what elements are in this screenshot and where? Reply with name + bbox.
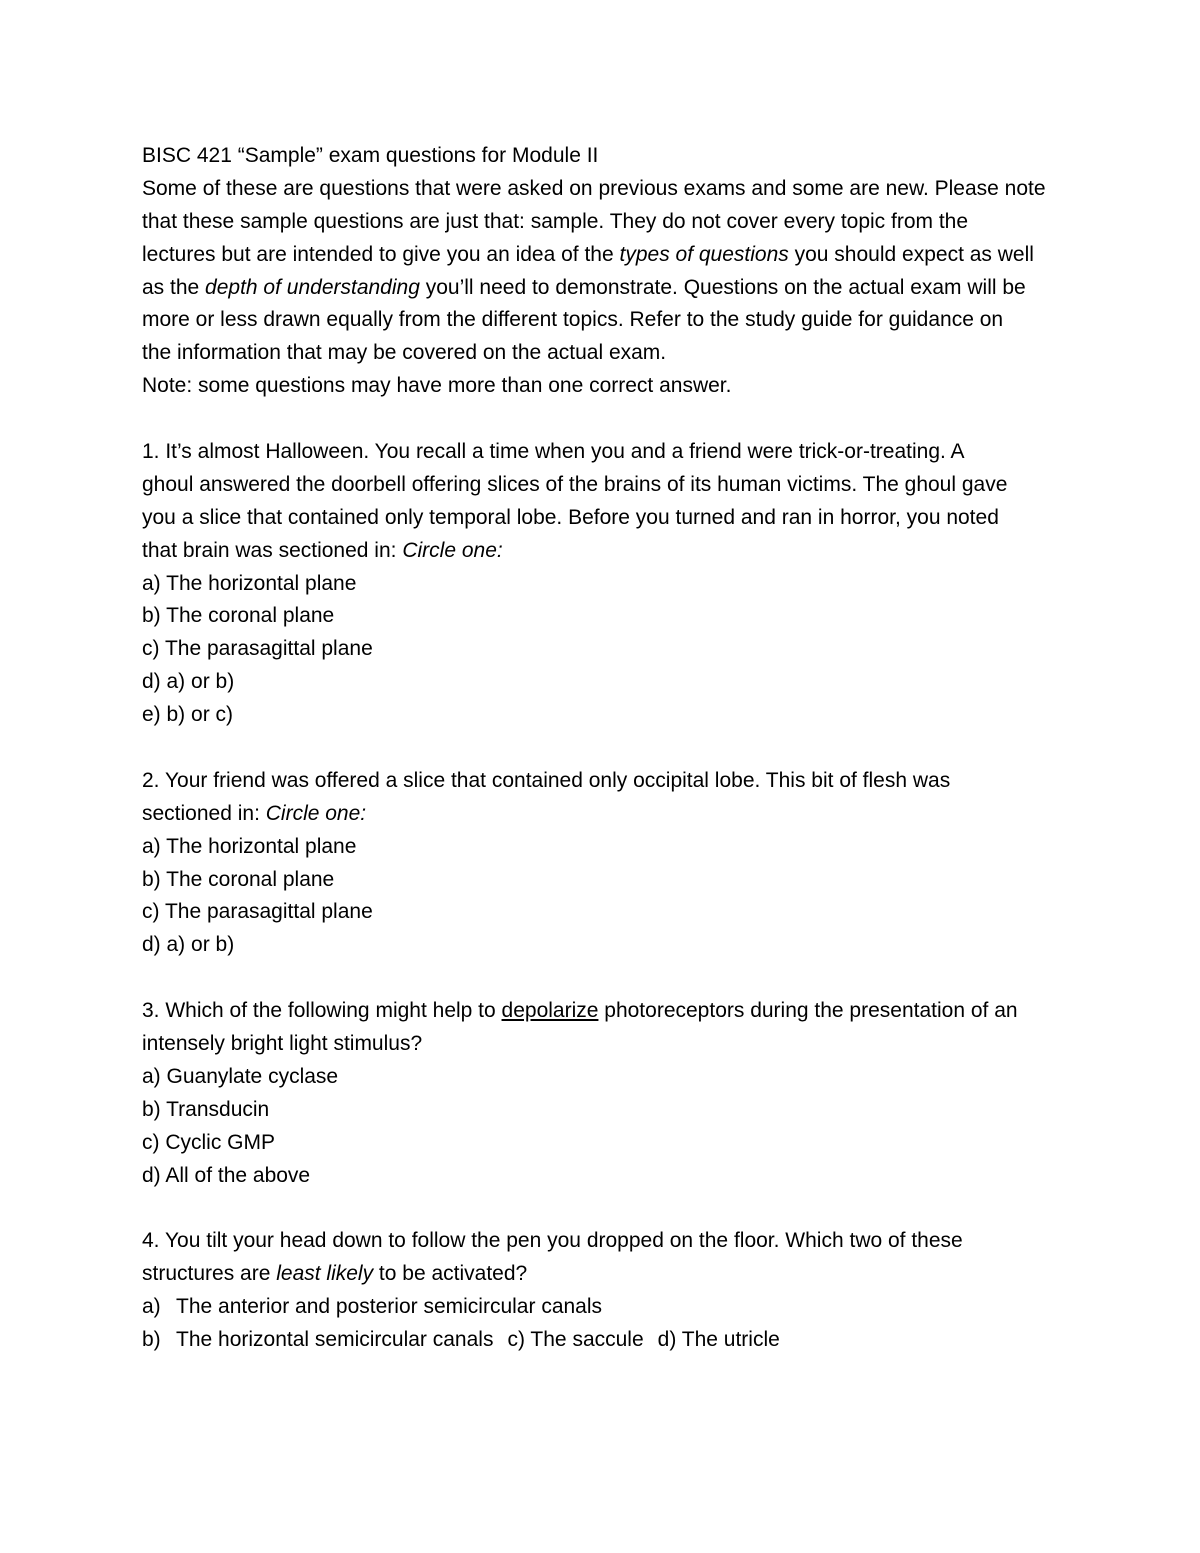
question-1-line-3: you a slice that contained only temporal lobe. Before you turned and ran in horror, you noted	[142, 505, 999, 529]
question-3-option-a: a) Guanylate cyclase	[142, 1064, 339, 1088]
circle-one-instruction: Circle one:	[265, 801, 367, 825]
emphasis-depth-of-understanding: depth of understanding	[205, 275, 420, 299]
question-4-line-1: 4. You tilt your head down to follow the pen you dropped on the floor. Which two of these	[142, 1229, 963, 1253]
question-1-line-2: ghoul answered the doorbell offering slices of the brains of its human victims. The ghoul gave	[142, 472, 1008, 496]
question-3-option-c: c) Cyclic GMP	[142, 1130, 275, 1154]
question-1	[142, 436, 1072, 732]
intro-line-5: more or less drawn equally from the different topics. Refer to the study guide for guidance on	[142, 308, 1004, 332]
circle-one-instruction: Circle one:	[402, 538, 503, 562]
question-3-option-d: d) All of the above	[142, 1163, 311, 1187]
question-4-option-c: c) The saccule	[507, 1328, 644, 1352]
question-1-option-c: c) The parasagittal plane	[142, 637, 373, 661]
question-4-option-b-c-d: b) The horizontal semicircular canals c) The saccule d) The utricle	[142, 1328, 780, 1352]
question-2-line-1: 2. Your friend was offered a slice that contained only occipital lobe. This bit of flesh was	[142, 768, 951, 792]
question-2-option-a: a) The horizontal plane	[142, 834, 357, 858]
question-4-line-2: structures are least likely to be activated?	[142, 1262, 528, 1286]
question-1-option-e: e) b) or c)	[142, 703, 234, 727]
emphasis-types-of-questions: types of questions	[619, 242, 789, 266]
question-4-option-d: d) The utricle	[657, 1328, 780, 1352]
question-2-option-c: c) The parasagittal plane	[142, 900, 373, 924]
question-3-line-2: intensely bright light stimulus?	[142, 1032, 423, 1056]
spacer	[142, 403, 1072, 436]
question-1-option-d: d) a) or b)	[142, 670, 235, 694]
emphasis-least-likely: least likely	[276, 1262, 374, 1286]
question-4-option-a: a) The anterior and posterior semicircular canals	[142, 1295, 603, 1319]
question-1-option-b: b) The coronal plane	[142, 604, 335, 628]
intro-line-3: lectures but are intended to give you an idea of the types of questions you should expect as well	[142, 242, 1034, 266]
spacer	[142, 732, 1072, 765]
spacer	[142, 962, 1072, 995]
question-4	[142, 1225, 1072, 1357]
document-page	[142, 140, 1072, 1357]
question-1-line-4: that brain was sectioned in: Circle one:	[142, 538, 503, 562]
question-1-option-a: a) The horizontal plane	[142, 571, 357, 595]
question-2-option-b: b) The coronal plane	[142, 867, 335, 891]
question-3-line-1: 3. Which of the following might help to depolarize photoreceptors during the presentation of an	[142, 999, 1018, 1023]
intro-note: Note: some questions may have more than one correct answer.	[142, 374, 732, 398]
question-2-option-d: d) a) or b)	[142, 933, 235, 957]
question-2	[142, 765, 1072, 962]
question-2-line-2: sectioned in: Circle one:	[142, 801, 367, 825]
question-3-option-b: b) Transducin	[142, 1097, 270, 1121]
underlined-depolarize: depolarize	[501, 999, 599, 1023]
question-1-line-1: 1. It’s almost Halloween. You recall a time when you and a friend were trick-or-treating. A	[142, 440, 965, 464]
intro-line-6: the information that may be covered on the actual exam.	[142, 341, 667, 365]
spacer	[142, 1193, 1072, 1226]
question-3	[142, 995, 1072, 1192]
intro-line-4: as the depth of understanding you’ll need to demonstrate. Questions on the actual exam will be	[142, 275, 1026, 299]
intro-line-2: that these sample questions are just that: sample. They do not cover every topic from the	[142, 209, 969, 233]
document-title: BISC 421 “Sample” exam questions for Module II	[142, 144, 599, 167]
intro-line-1: Some of these are questions that were asked on previous exams and some are new. Please note	[142, 176, 1046, 200]
